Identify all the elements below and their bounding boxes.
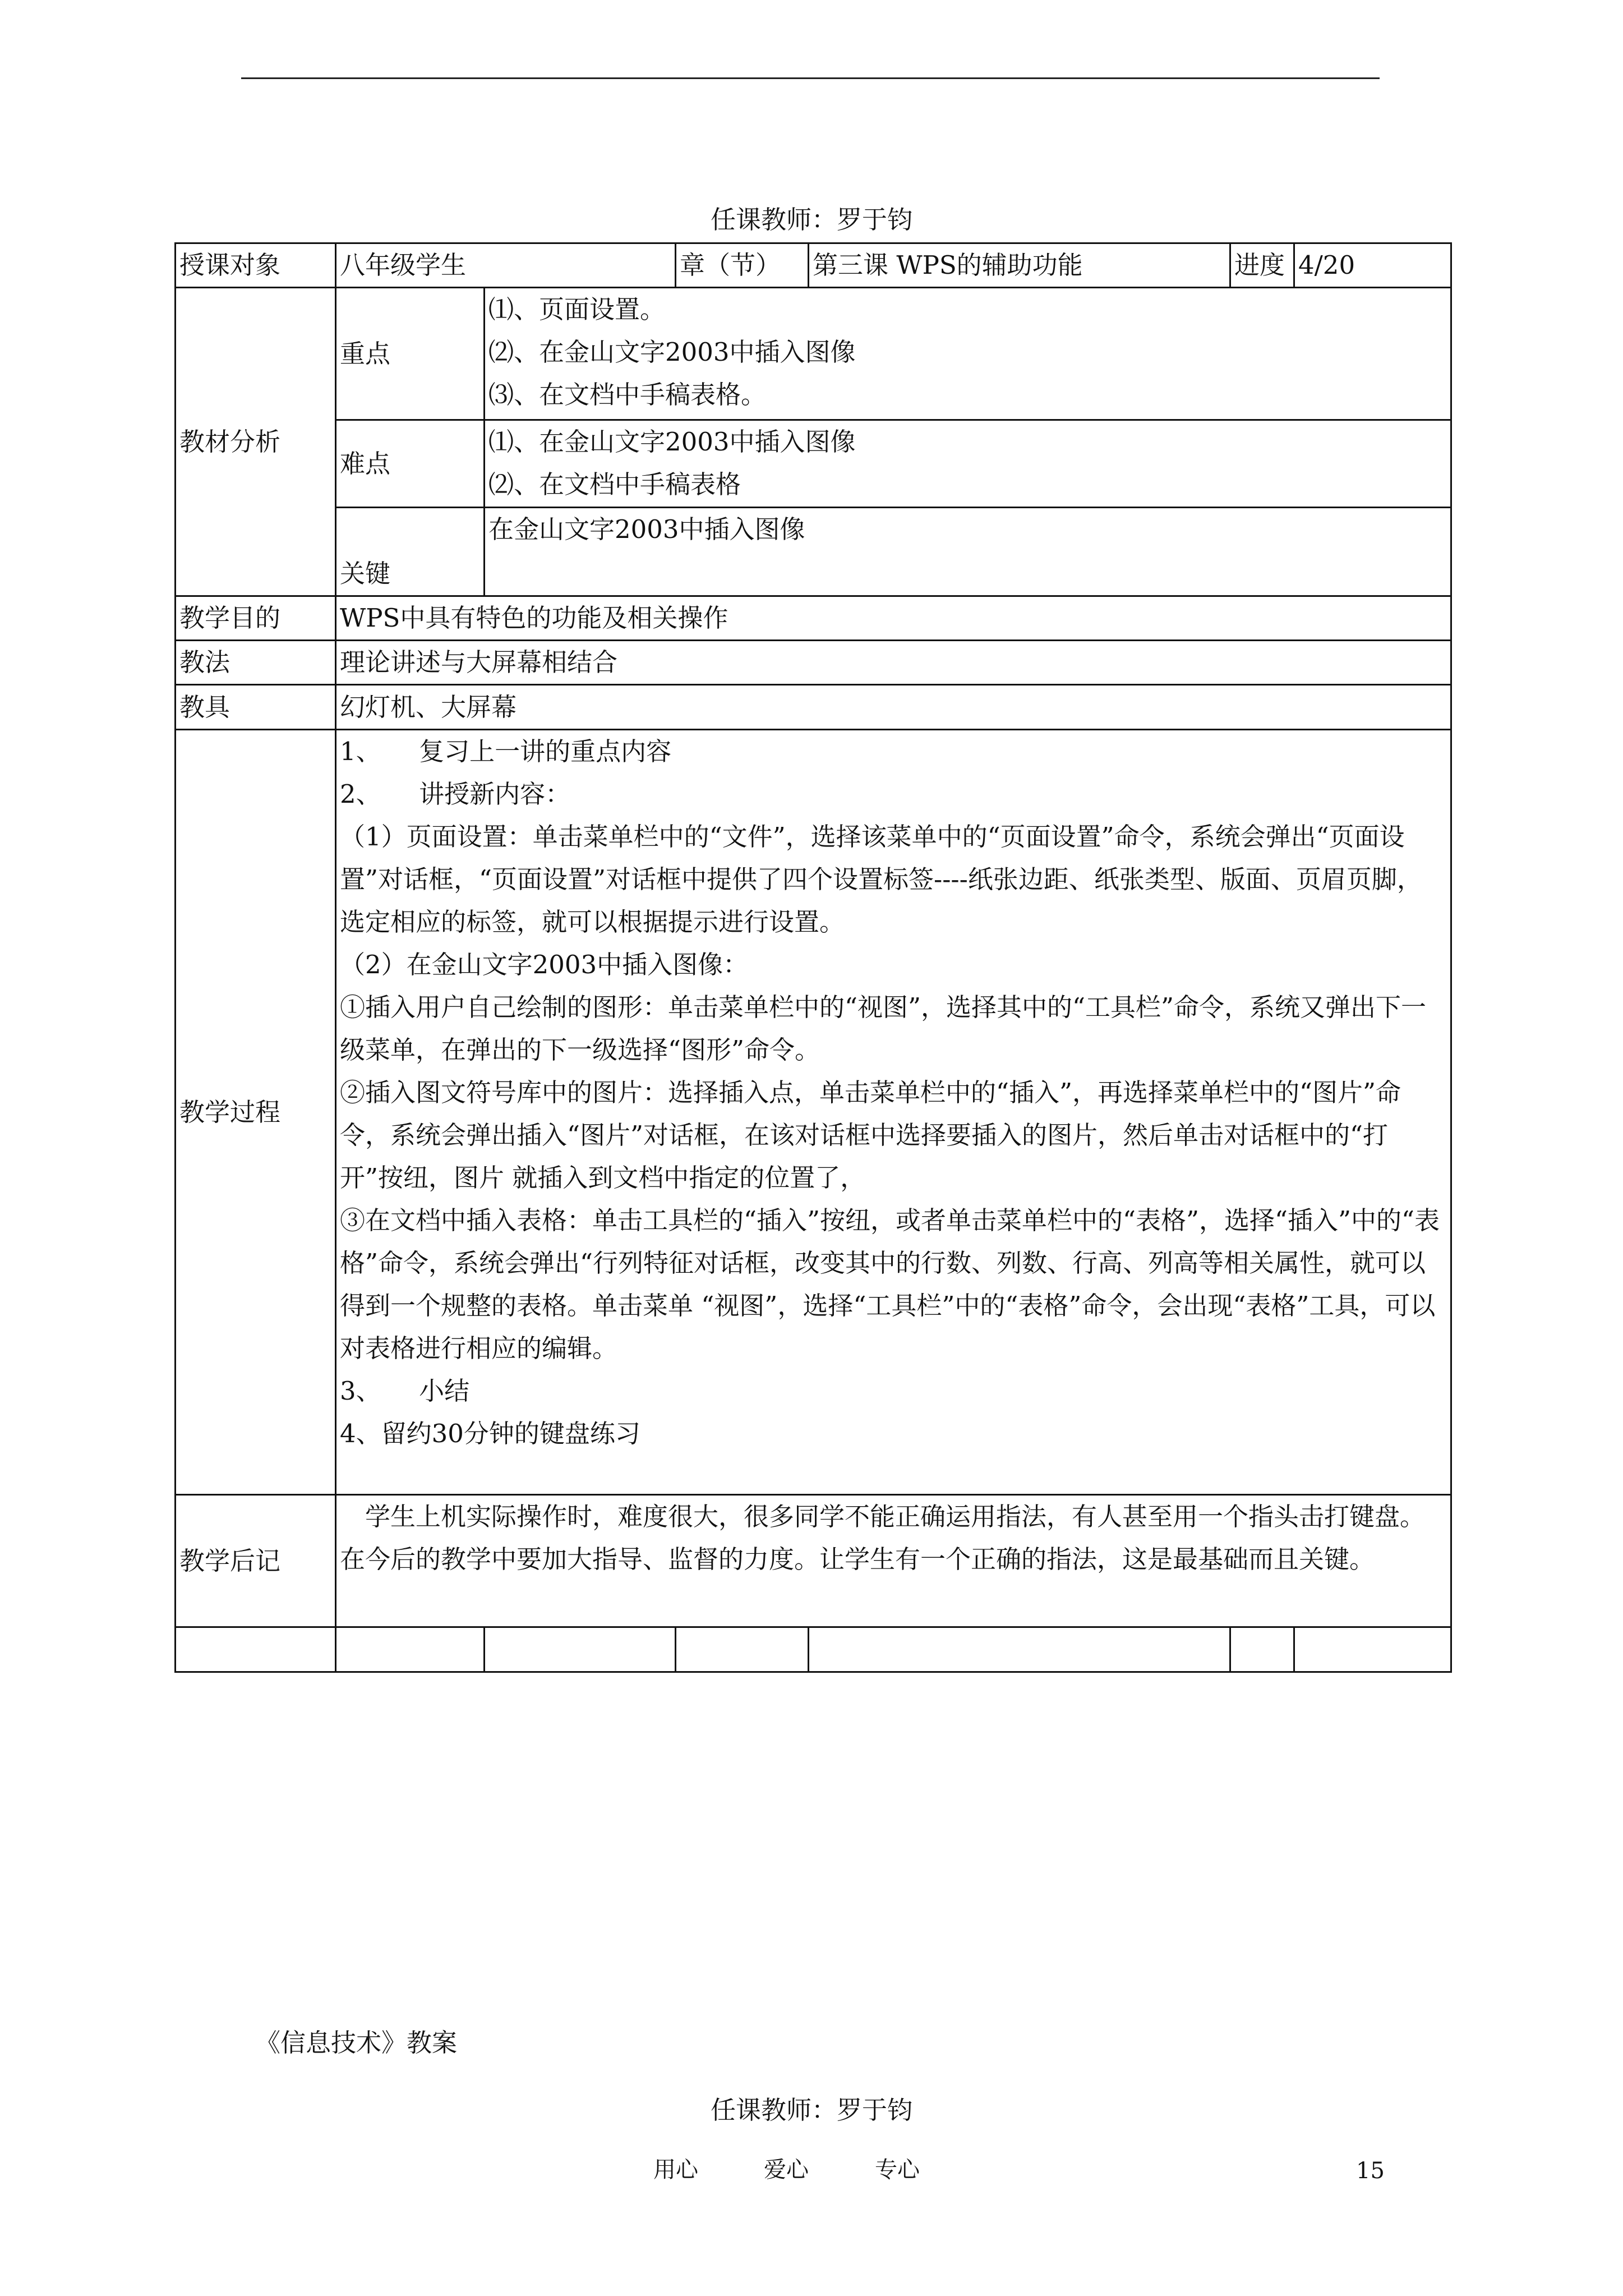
motto-word: 专心	[875, 2157, 920, 2183]
chapter-label: 章（节）	[676, 243, 809, 288]
page-number: 15	[1356, 2158, 1385, 2184]
table-row-difficulties	[176, 420, 1451, 508]
empty-cell	[176, 1627, 336, 1672]
book-title: 《信息技术》教案	[255, 2028, 458, 2058]
header-rule	[241, 77, 1380, 79]
motto-word: 爱心	[764, 2157, 809, 2183]
key-point-item: ⑵、在金山文字2003中插入图像	[488, 337, 856, 367]
audience-label: 授课对象	[176, 243, 336, 288]
method-label: 教法	[176, 641, 336, 685]
table-row-key-points	[176, 288, 1451, 420]
key-point-item: ⑶、在文档中手稿表格。	[488, 380, 767, 409]
table-row-empty	[176, 1627, 1451, 1672]
empty-cell	[485, 1627, 676, 1672]
teacher-footer: 任课教师：罗于钧	[710, 2095, 912, 2125]
process-paragraph: 1、 复习上一讲的重点内容	[340, 737, 672, 766]
empty-cell	[809, 1627, 1230, 1672]
process-cell	[336, 730, 1451, 1495]
process-paragraph: （2）在金山文字2003中插入图像：	[340, 950, 749, 979]
process-label: 教学过程	[176, 730, 336, 1495]
chapter-value: 第三课 WPS的辅助功能	[809, 243, 1230, 288]
crux-value: 在金山文字2003中插入图像	[485, 508, 1451, 596]
reflection-label: 教学后记	[176, 1495, 336, 1627]
analysis-label: 教材分析	[176, 288, 336, 596]
process-paragraph: 4、留约30分钟的键盘练习	[340, 1419, 640, 1448]
empty-cell	[1294, 1627, 1451, 1672]
progress-value: 4/20	[1294, 243, 1451, 288]
table-row-reflection	[176, 1495, 1451, 1627]
key-points-label: 重点	[336, 288, 485, 420]
process-paragraph: 2、 讲授新内容：	[340, 779, 571, 809]
empty-cell	[336, 1627, 485, 1672]
lesson-plan-table	[174, 242, 1452, 1673]
key-points-cell	[485, 288, 1451, 420]
method-value: 理论讲述与大屏幕相结合	[336, 641, 1451, 685]
process-paragraph: （1）页面设置：单击菜单栏中的“文件”，选择该菜单中的“页面设置”命令，系统会弹出“页面设置”对话框，“页面设置”对话框中提供了四个设置标签----纸张边距、纸张类型、版面、页眉页脚，选定相应的标签，就可以根据提示进行设置。	[340, 822, 1422, 937]
reflection-value: 学生上机实际操作时，难度很大，很多同学不能正确运用指法，有人甚至用一个指头击打键盘。在今后的教学中要加大指导、监督的力度。让学生有一个正确的指法，这是最基础而且关键。	[336, 1495, 1451, 1627]
table-row-process	[176, 730, 1451, 1495]
goal-label: 教学目的	[176, 596, 336, 641]
difficulty-item: ⑵、在文档中手稿表格	[488, 470, 741, 499]
goal-value: WPS中具有特色的功能及相关操作	[336, 596, 1451, 641]
table-row-tools	[176, 685, 1451, 730]
table-row-crux	[176, 508, 1451, 596]
teacher-heading: 任课教师：罗于钧	[710, 205, 912, 234]
key-point-item: ⑴、页面设置。	[488, 295, 666, 324]
tools-value: 幻灯机、大屏幕	[336, 685, 1451, 730]
progress-label: 进度	[1230, 243, 1294, 288]
difficulty-item: ⑴、在金山文字2003中插入图像	[488, 427, 856, 457]
difficulties-cell	[485, 420, 1451, 508]
table-row-goal	[176, 596, 1451, 641]
audience-value: 八年级学生	[336, 243, 676, 288]
process-paragraph: 3、 小结	[340, 1376, 470, 1406]
table-row-method	[176, 641, 1451, 685]
empty-cell	[676, 1627, 809, 1672]
table-row-audience	[176, 243, 1451, 288]
empty-cell	[1230, 1627, 1294, 1672]
process-paragraph: ①插入用户自己绘制的图形：单击菜单栏中的“视图”，选择其中的“工具栏”命令，系统又弹出下一级菜单，在弹出的下一级选择“图形”命令。	[340, 992, 1427, 1065]
process-paragraph: ②插入图文符号库中的图片：选择插入点，单击菜单栏中的“插入”，再选择菜单栏中的“图片”命令，系统会弹出插入“图片”对话框，在该对话框中选择要插入的图片，然后单击对话框中的“打开”按纽，图片 就插入到文档中指定的位置了，	[340, 1078, 1401, 1193]
tools-label: 教具	[176, 685, 336, 730]
difficulties-label: 难点	[336, 420, 485, 508]
crux-label: 关键	[336, 508, 485, 596]
process-paragraph: ③在文档中插入表格：单击工具栏的“插入”按纽，或者单击菜单栏中的“表格”，选择“插入”中的“表格”命令，系统会弹出“行列特征对话框，改变其中的行数、列数、行高、列高等相关属性，就可以得到一个规整的表格。单击菜单 “视图”，选择“工具栏”中的“表格”命令，会出现“表格”工具，可以对表格进行相应的编辑。	[340, 1205, 1440, 1363]
motto-word: 用心	[653, 2157, 698, 2183]
